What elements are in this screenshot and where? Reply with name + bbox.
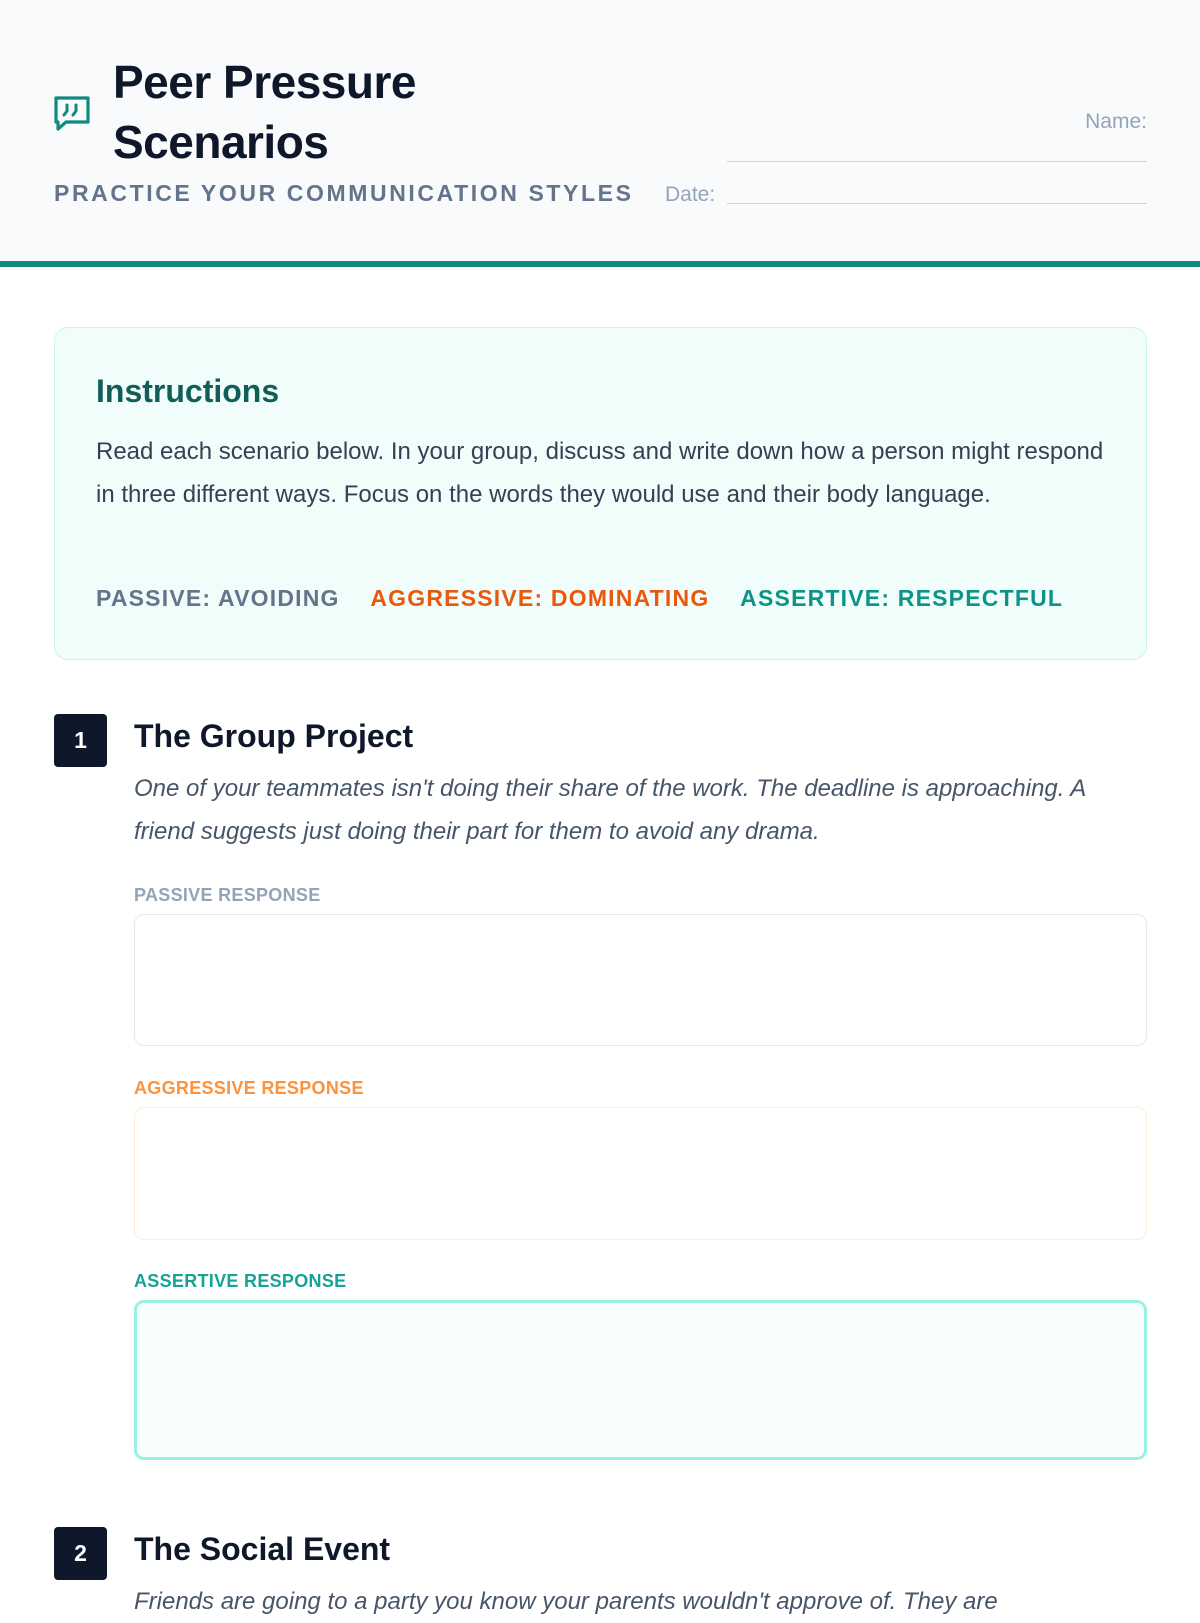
style-assertive: ASSERTIVE: RESPECTFUL bbox=[740, 585, 1064, 611]
assertive-response-field[interactable] bbox=[134, 1300, 1147, 1460]
scenario-title: The Social Event bbox=[134, 1531, 391, 1567]
style-passive: PASSIVE: AVOIDING bbox=[96, 585, 340, 611]
assertive-response-label: ASSERTIVE RESPONSE bbox=[134, 1271, 347, 1291]
aggressive-response-label: AGGRESSIVE RESPONSE bbox=[134, 1078, 364, 1098]
instructions-body: Read each scenario below. In your group, discuss and write down how a person might respond in three different ways. Focus on the words they would use and their body language. bbox=[96, 438, 1104, 508]
page-title-line-1: Peer Pressure bbox=[113, 56, 416, 108]
scenario-title: The Group Project bbox=[134, 718, 414, 754]
page-title bbox=[113, 52, 416, 172]
name-label: Name: bbox=[1085, 110, 1147, 133]
date-label: Date: bbox=[665, 183, 716, 206]
passive-response-field[interactable] bbox=[134, 914, 1147, 1046]
page-title-line-2: Scenarios bbox=[113, 116, 329, 168]
name-field[interactable] bbox=[727, 161, 1147, 162]
scenario-description: Friends are going to a party you know your parents wouldn't approve of. They are bbox=[134, 1588, 998, 1615]
communication-styles-legend bbox=[96, 585, 1087, 612]
date-field[interactable] bbox=[727, 203, 1147, 204]
scenario-number: 1 bbox=[54, 714, 107, 767]
scenario-number: 2 bbox=[54, 1527, 107, 1580]
scenario-description: One of your teammates isn't doing their share of the work. The deadline is approaching. A friend suggests just doing their part for them to avoid any drama. bbox=[134, 775, 1086, 845]
page-subtitle: PRACTICE YOUR COMMUNICATION STYLES bbox=[54, 180, 634, 206]
worksheet-header bbox=[0, 0, 1200, 267]
passive-response-label: PASSIVE RESPONSE bbox=[134, 885, 321, 905]
instructions-title: Instructions bbox=[96, 373, 280, 409]
aggressive-response-field[interactable] bbox=[134, 1107, 1147, 1240]
speech-bubble-quote-icon bbox=[52, 94, 92, 134]
instructions-panel bbox=[54, 327, 1147, 660]
style-aggressive: AGGRESSIVE: DOMINATING bbox=[370, 585, 710, 611]
